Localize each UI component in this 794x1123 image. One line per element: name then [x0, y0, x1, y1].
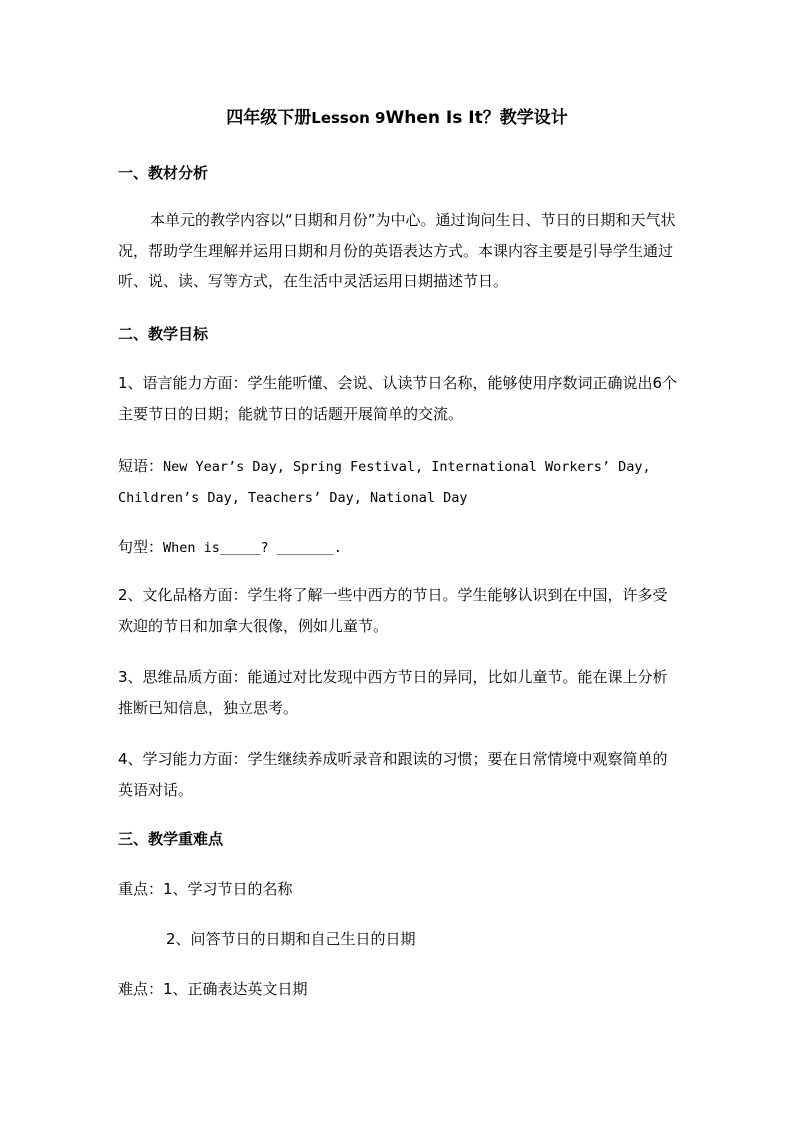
title-grade: 四年级下册 — [226, 108, 312, 128]
phrases-line-1 — [118, 454, 651, 479]
phrases-text-2: Children’s Day, Teachers’ Day, National Day — [118, 490, 468, 506]
sentence-label: 句型： — [118, 538, 164, 556]
sentence-pattern-line — [118, 535, 342, 560]
key-point-1: 1、学习节日的名称 — [163, 880, 293, 898]
difficult-label: 难点： — [118, 980, 164, 998]
difficult-point-1: 1、正确表达英文日期 — [163, 980, 308, 998]
goal-learning-ability: 4、学习能力方面：学生继续养成听录音和跟读的习惯；要在日常情境中观察简单的英语对话。 — [118, 750, 668, 799]
section-heading-key-points: 三、教学重难点 — [118, 830, 224, 848]
goal-thinking: 3、思维品质方面：能通过对比发现中西方节日的异同，比如儿童节。能在课上分析推断已知信息，独立思考。 — [118, 668, 668, 717]
goal-culture: 2、文化品格方面：学生将了解一些中西方的节日。学生能够认识到在中国，许多受欢迎的节日和加拿大很像，例如儿童节。 — [118, 586, 668, 635]
key-point-2: 2、问答节日的日期和自己生日的日期 — [166, 930, 416, 948]
section-heading-analysis: 一、教材分析 — [118, 164, 209, 182]
document-title — [0, 106, 794, 130]
difficult-point-line-1 — [118, 977, 308, 1001]
sentence-text: When is_____? _______. — [163, 540, 342, 556]
phrases-label: 短语： — [118, 457, 164, 475]
phrases-line-2 — [118, 485, 468, 510]
section-heading-goals: 二、教学目标 — [118, 325, 209, 343]
title-rest: When Is It？教学设计 — [385, 108, 568, 128]
analysis-paragraph: 本单元的教学内容以“日期和月份”为中心。通过询问生日、节日的日期和天气状况，帮助学生理解并运用日期和月份的英语表达方式。本课内容主要是引导学生通过听、说、读、写等方式，在生活中灵活运用日期描述节日。 — [118, 211, 676, 290]
phrases-text-1: New Year’s Day, Spring Festival, International Workers’ Day, — [163, 459, 651, 475]
key-point-line-2 — [166, 927, 416, 951]
goal-language-ability: 1、语言能力方面：学生能听懂、会说、认读节日名称，能够使用序数词正确说出6个主要节日的日期；能就节日的话题开展简单的交流。 — [118, 374, 678, 423]
title-lesson: Lesson 9 — [311, 109, 386, 127]
key-label: 重点： — [118, 880, 164, 898]
key-point-line-1 — [118, 877, 293, 901]
